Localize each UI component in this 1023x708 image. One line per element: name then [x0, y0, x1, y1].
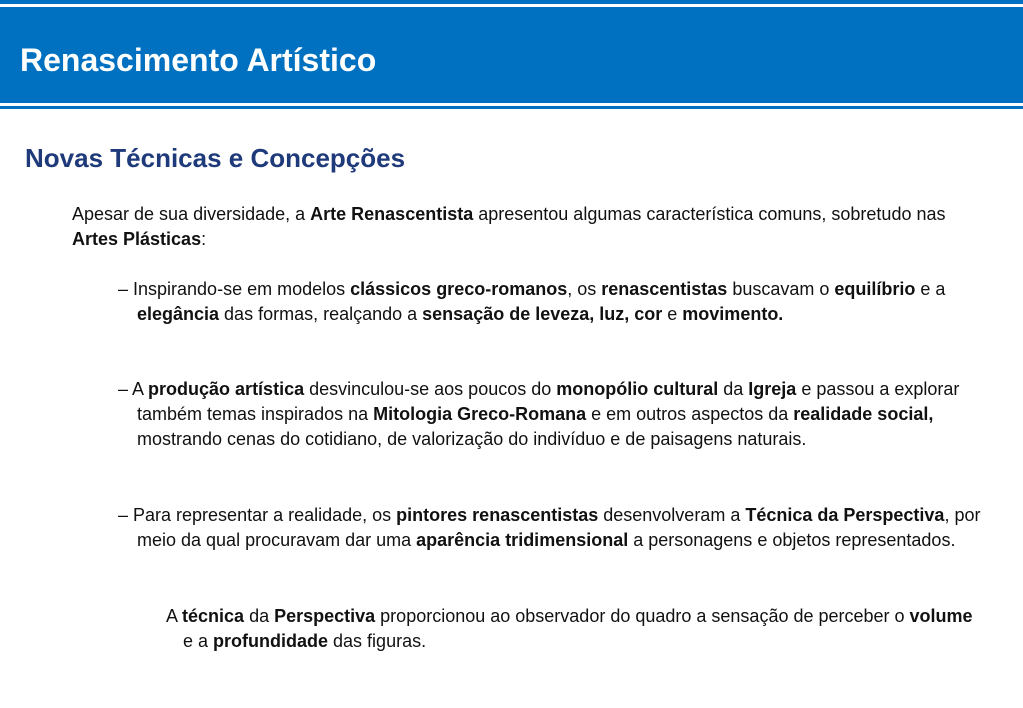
bold-text-run: Igreja [748, 379, 797, 399]
bold-text-run: Perspectiva [274, 606, 376, 626]
text-run: e em outros aspectos da [586, 404, 794, 424]
text-run: das figuras. [328, 631, 427, 651]
text-run: buscavam o [727, 279, 835, 299]
bold-text-run: renascentistas [601, 279, 728, 299]
text-run: a personagens e objetos representados. [628, 530, 956, 550]
header-band [0, 7, 1023, 103]
bold-text-run: clássicos greco-romanos [350, 279, 568, 299]
text-run: desenvolveram a [598, 505, 746, 525]
text-run: e a [915, 279, 946, 299]
intro-paragraph [72, 202, 982, 252]
bold-text-run: sensação de leveza, luz, cor [422, 304, 663, 324]
text-run: e [662, 304, 683, 324]
bullet-classical-models [118, 277, 1017, 327]
bold-text-run: movimento. [682, 304, 784, 324]
bold-text-run: pintores renascentistas [396, 505, 599, 525]
bold-text-run: produção artística [148, 379, 305, 399]
text-run: e passou a explorar também temas inspirados na [137, 379, 960, 424]
text-run: – A [118, 379, 149, 399]
bold-text-run: técnica [182, 606, 245, 626]
bold-text-run: Mitologia Greco-Romana [373, 404, 587, 424]
header-bottom-line [0, 106, 1023, 109]
text-run: : [201, 229, 207, 249]
bold-text-run: realidade social, [793, 404, 934, 424]
bold-text-run: Técnica da Perspectiva [745, 505, 945, 525]
text-run: proporcionou ao observador do quadro a sensação de perceber o [375, 606, 910, 626]
section-subtitle: Novas Técnicas e Concepções [25, 143, 406, 173]
bold-text-run: profundidade [213, 631, 329, 651]
text-run: mostrando cenas do cotidiano, de valorização do indivíduo e de paisagens naturais. [137, 429, 807, 449]
text-run: desvinculou-se aos poucos do [304, 379, 557, 399]
bold-text-run: aparência tridimensional [416, 530, 629, 550]
bold-text-run: monopólio cultural [556, 379, 719, 399]
bold-text-run: Arte Renascentista [310, 204, 474, 224]
text-run: e a [183, 631, 214, 651]
bullet-perspective-technique [118, 503, 1017, 553]
sub-bullet-perspective [166, 604, 973, 654]
text-run: A [166, 606, 183, 626]
bold-text-run: Artes Plásticas [72, 229, 202, 249]
text-run: Apesar de sua diversidade, a [72, 204, 311, 224]
text-run: apresentou algumas característica comuns, sobretudo nas [473, 204, 946, 224]
text-run: da [718, 379, 749, 399]
text-run: , os [567, 279, 602, 299]
text-run: – Para representar a realidade, os [118, 505, 397, 525]
text-run: , por meio da qual procuravam dar uma [137, 505, 981, 550]
text-run: da [244, 606, 275, 626]
slide-title: Renascimento Artístico [20, 42, 377, 78]
text-run: das formas, realçando a [219, 304, 423, 324]
bold-text-run: equilíbrio [834, 279, 916, 299]
bold-text-run: elegância [137, 304, 220, 324]
text-run: – Inspirando-se em modelos [118, 279, 351, 299]
bold-text-run: volume [909, 606, 973, 626]
bullet-artistic-production [118, 377, 1017, 452]
